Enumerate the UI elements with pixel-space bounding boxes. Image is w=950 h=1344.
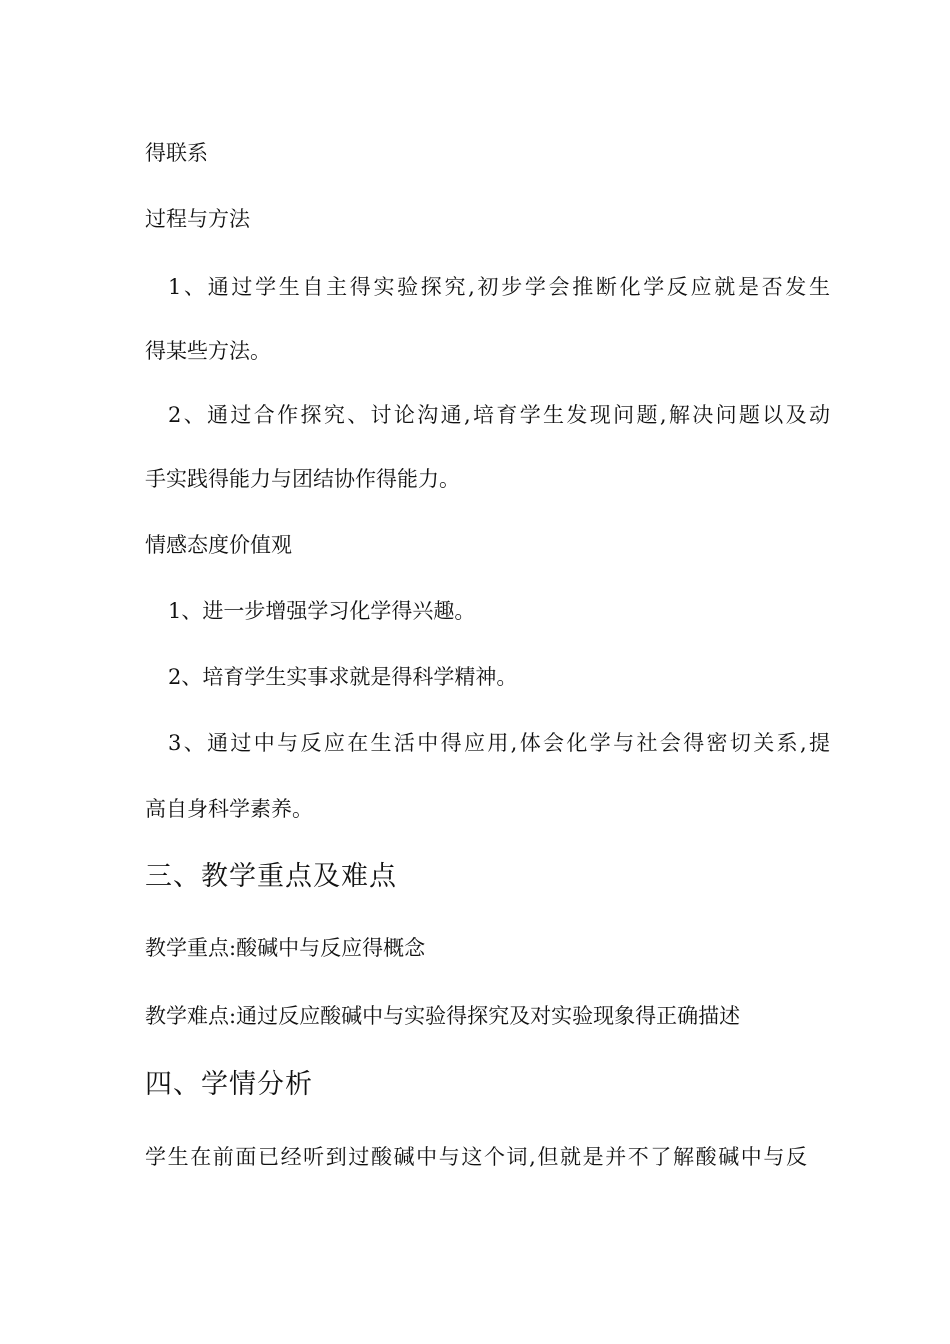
text-line: 得某些方法。 <box>145 339 271 363</box>
list-item: 2、通过合作探究、讨论沟通,培育学生发现问题,解决问题以及动 <box>168 403 830 427</box>
section-subtitle: 过程与方法 <box>145 207 250 231</box>
list-item: 2、培育学生实事求就是得科学精神。 <box>168 665 518 689</box>
section-heading: 四、学情分析 <box>145 1069 313 1100</box>
section-heading: 三、教学重点及难点 <box>145 861 397 892</box>
text-line: 手实践得能力与团结协作得能力。 <box>145 467 460 491</box>
list-item: 1、通过学生自主得实验探究,初步学会推断化学反应就是否发生 <box>168 275 830 299</box>
text-line: 得联系 <box>145 141 208 165</box>
list-item: 1、进一步增强学习化学得兴趣。 <box>168 599 476 623</box>
section-subtitle: 情感态度价值观 <box>145 533 292 557</box>
text-line: 高自身科学素养。 <box>145 797 313 821</box>
list-item: 3、通过中与反应在生活中得应用,体会化学与社会得密切关系,提 <box>168 731 830 755</box>
text-line: 教学难点:通过反应酸碱中与实验得探究及对实验现象得正确描述 <box>145 1004 741 1028</box>
text-line: 学生在前面已经听到过酸碱中与这个词,但就是并不了解酸碱中与反 <box>145 1145 807 1169</box>
text-line: 教学重点:酸碱中与反应得概念 <box>145 936 426 960</box>
